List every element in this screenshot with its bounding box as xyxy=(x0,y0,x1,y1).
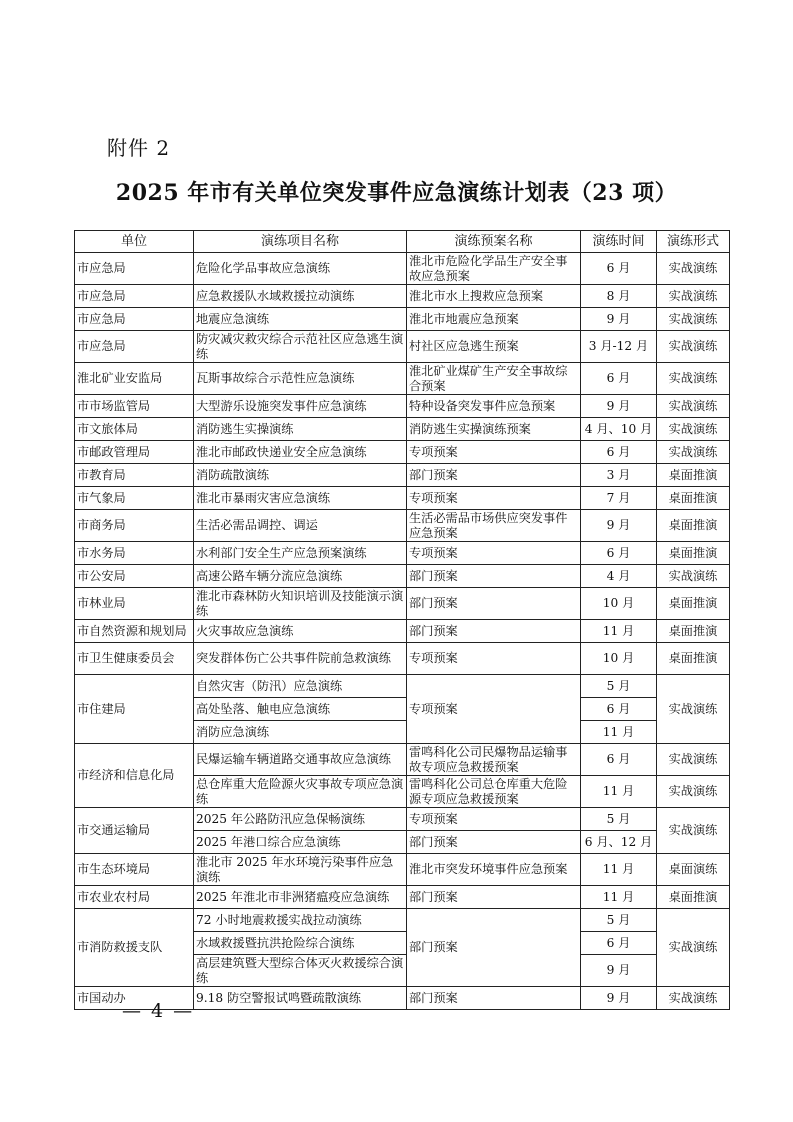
project-cell: 应急救援队水域救援拉动演练 xyxy=(194,285,407,308)
project-cell: 水利部门安全生产应急预案演练 xyxy=(194,542,407,565)
plan-cell: 特种设备突发事件应急预案 xyxy=(407,395,581,418)
header-time: 演练时间 xyxy=(581,231,657,253)
time-cell: 6 月 xyxy=(581,698,657,721)
time-cell: 5 月 xyxy=(581,675,657,698)
time-cell: 6 月 xyxy=(581,542,657,565)
time-cell: 4 月 xyxy=(581,565,657,588)
time-cell: 11 月 xyxy=(581,886,657,909)
plan-cell: 专项预案 xyxy=(407,542,581,565)
table-row xyxy=(75,510,730,542)
header-form: 演练形式 xyxy=(657,231,730,253)
form-cell: 实战演练 xyxy=(657,441,730,464)
table-row xyxy=(75,620,730,643)
table-row xyxy=(75,253,730,285)
table-row xyxy=(75,565,730,588)
table-row xyxy=(75,886,730,909)
table-row xyxy=(75,441,730,464)
project-cell: 大型游乐设施突发事件应急演练 xyxy=(194,395,407,418)
plan-cell: 部门预案 xyxy=(407,987,581,1010)
project-cell: 9.18 防空警报试鸣暨疏散演练 xyxy=(194,987,407,1010)
plan-cell: 淮北矿业煤矿生产安全事故综合预案 xyxy=(407,363,581,395)
time-cell: 5 月 xyxy=(581,909,657,932)
plan-cell: 专项预案 xyxy=(407,487,581,510)
table-row xyxy=(75,418,730,441)
time-cell: 3 月 xyxy=(581,464,657,487)
plan-cell: 消防逃生实操演练预案 xyxy=(407,418,581,441)
project-cell: 瓦斯事故综合示范性应急演练 xyxy=(194,363,407,395)
form-cell: 实战演练 xyxy=(657,987,730,1010)
time-cell: 4 月、10 月 xyxy=(581,418,657,441)
table-row xyxy=(75,643,730,675)
attachment-label: 附件 2 xyxy=(107,136,171,160)
unit-cell: 市农业农村局 xyxy=(75,886,194,909)
time-cell: 6 月 xyxy=(581,932,657,955)
form-cell: 实战演练 xyxy=(657,744,730,776)
unit-cell: 市应急局 xyxy=(75,331,194,363)
time-cell: 10 月 xyxy=(581,588,657,620)
project-cell: 水域救援暨抗洪抢险综合演练 xyxy=(194,932,407,955)
unit-cell: 市自然资源和规划局 xyxy=(75,620,194,643)
table-row xyxy=(75,542,730,565)
time-cell: 6 月 xyxy=(581,441,657,464)
plan-cell: 雷鸣科化公司总仓库重大危险源专项应急救援预案 xyxy=(407,776,581,808)
plan-cell: 部门预案 xyxy=(407,620,581,643)
table-row xyxy=(75,464,730,487)
plan-cell: 部门预案 xyxy=(407,565,581,588)
project-cell: 2025 年港口综合应急演练 xyxy=(194,831,407,854)
header-plan: 演练预案名称 xyxy=(407,231,581,253)
table-body xyxy=(75,253,730,1010)
plan-cell: 淮北市突发环境事件应急预案 xyxy=(407,854,581,886)
time-cell: 11 月 xyxy=(581,776,657,808)
project-cell: 2025 年淮北市非洲猪瘟疫应急演练 xyxy=(194,886,407,909)
time-cell: 9 月 xyxy=(581,308,657,331)
unit-cell: 市水务局 xyxy=(75,542,194,565)
time-cell: 6 月、12 月 xyxy=(581,831,657,854)
unit-cell: 市邮政管理局 xyxy=(75,441,194,464)
form-cell: 桌面推演 xyxy=(657,588,730,620)
plan-cell: 淮北市地震应急预案 xyxy=(407,308,581,331)
form-cell: 实战演练 xyxy=(657,363,730,395)
table-row xyxy=(75,395,730,418)
form-cell: 实战演练 xyxy=(657,395,730,418)
table-row xyxy=(75,675,730,698)
project-cell: 消防逃生实操演练 xyxy=(194,418,407,441)
form-cell: 实战演练 xyxy=(657,331,730,363)
plan-cell: 专项预案 xyxy=(407,808,581,831)
unit-cell: 市消防救援支队 xyxy=(75,909,194,987)
project-cell: 消防应急演练 xyxy=(194,721,407,744)
table-header-row xyxy=(75,231,730,253)
header-project: 演练项目名称 xyxy=(194,231,407,253)
project-cell: 淮北市 2025 年水环境污染事件应急演练 xyxy=(194,854,407,886)
time-cell: 9 月 xyxy=(581,395,657,418)
form-cell: 实战演练 xyxy=(657,675,730,744)
time-cell: 7 月 xyxy=(581,487,657,510)
project-cell: 淮北市暴雨灾害应急演练 xyxy=(194,487,407,510)
drill-plan-table xyxy=(74,230,730,1010)
project-cell: 防灾减灾救灾综合示范社区应急逃生演练 xyxy=(194,331,407,363)
project-cell: 危险化学品事故应急演练 xyxy=(194,253,407,285)
form-cell: 桌面推演 xyxy=(657,510,730,542)
time-cell: 9 月 xyxy=(581,510,657,542)
time-cell: 11 月 xyxy=(581,620,657,643)
plan-cell: 部门预案 xyxy=(407,588,581,620)
plan-cell: 专项预案 xyxy=(407,675,581,744)
time-cell: 3 月-12 月 xyxy=(581,331,657,363)
table-row xyxy=(75,331,730,363)
form-cell: 实战演练 xyxy=(657,565,730,588)
project-cell: 2025 年公路防汛应急保畅演练 xyxy=(194,808,407,831)
table-row xyxy=(75,909,730,932)
table-row xyxy=(75,744,730,776)
plan-cell: 淮北市危险化学品生产安全事故应急预案 xyxy=(407,253,581,285)
project-cell: 高处坠落、触电应急演练 xyxy=(194,698,407,721)
unit-cell: 市交通运输局 xyxy=(75,808,194,854)
time-cell: 6 月 xyxy=(581,744,657,776)
table-row xyxy=(75,363,730,395)
unit-cell: 市应急局 xyxy=(75,285,194,308)
project-cell: 淮北市邮政快递业安全应急演练 xyxy=(194,441,407,464)
unit-cell: 市生态环境局 xyxy=(75,854,194,886)
plan-cell: 部门预案 xyxy=(407,831,581,854)
form-cell: 桌面推演 xyxy=(657,886,730,909)
form-cell: 桌面推演 xyxy=(657,542,730,565)
unit-cell: 市文旅体局 xyxy=(75,418,194,441)
time-cell: 9 月 xyxy=(581,987,657,1010)
time-cell: 11 月 xyxy=(581,854,657,886)
unit-cell: 市应急局 xyxy=(75,308,194,331)
time-cell: 10 月 xyxy=(581,643,657,675)
form-cell: 实战演练 xyxy=(657,776,730,808)
time-cell: 9 月 xyxy=(581,955,657,987)
plan-cell: 部门预案 xyxy=(407,886,581,909)
time-cell: 6 月 xyxy=(581,253,657,285)
unit-cell: 市公安局 xyxy=(75,565,194,588)
form-cell: 桌面推演 xyxy=(657,487,730,510)
form-cell: 实战演练 xyxy=(657,808,730,854)
project-cell: 总仓库重大危险源火灾事故专项应急演练 xyxy=(194,776,407,808)
plan-cell: 村社区应急逃生预案 xyxy=(407,331,581,363)
header-unit: 单位 xyxy=(75,231,194,253)
time-cell: 6 月 xyxy=(581,363,657,395)
page-title: 2025 年市有关单位突发事件应急演练计划表（23 项） xyxy=(115,180,678,206)
unit-cell: 市教育局 xyxy=(75,464,194,487)
table-row xyxy=(75,854,730,886)
project-cell: 地震应急演练 xyxy=(194,308,407,331)
project-cell: 高层建筑暨大型综合体灭火救援综合演练 xyxy=(194,955,407,987)
plan-cell: 部门预案 xyxy=(407,909,581,987)
form-cell: 桌面推演 xyxy=(657,643,730,675)
form-cell: 实战演练 xyxy=(657,285,730,308)
table-row xyxy=(75,588,730,620)
project-cell: 高速公路车辆分流应急演练 xyxy=(194,565,407,588)
project-cell: 火灾事故应急演练 xyxy=(194,620,407,643)
table-row xyxy=(75,308,730,331)
form-cell: 实战演练 xyxy=(657,909,730,987)
plan-cell: 专项预案 xyxy=(407,441,581,464)
plan-cell: 生活必需品市场供应突发事件应急预案 xyxy=(407,510,581,542)
unit-cell: 市市场监管局 xyxy=(75,395,194,418)
project-cell: 72 小时地震救援实战拉动演练 xyxy=(194,909,407,932)
project-cell: 自然灾害（防汛）应急演练 xyxy=(194,675,407,698)
plan-cell: 专项预案 xyxy=(407,643,581,675)
form-cell: 桌面推演 xyxy=(657,620,730,643)
time-cell: 11 月 xyxy=(581,721,657,744)
unit-cell: 市应急局 xyxy=(75,253,194,285)
unit-cell: 市商务局 xyxy=(75,510,194,542)
page-number: — 4 — xyxy=(122,1000,195,1022)
unit-cell: 淮北矿业安监局 xyxy=(75,363,194,395)
project-cell: 民爆运输车辆道路交通事故应急演练 xyxy=(194,744,407,776)
form-cell: 桌面演练 xyxy=(657,854,730,886)
form-cell: 实战演练 xyxy=(657,253,730,285)
form-cell: 实战演练 xyxy=(657,308,730,331)
unit-cell: 市气象局 xyxy=(75,487,194,510)
project-cell: 消防疏散演练 xyxy=(194,464,407,487)
plan-cell: 部门预案 xyxy=(407,464,581,487)
unit-cell: 市经济和信息化局 xyxy=(75,744,194,808)
project-cell: 生活必需品调控、调运 xyxy=(194,510,407,542)
form-cell: 实战演练 xyxy=(657,418,730,441)
form-cell: 桌面推演 xyxy=(657,464,730,487)
project-cell: 突发群体伤亡公共事件院前急救演练 xyxy=(194,643,407,675)
table-row xyxy=(75,487,730,510)
unit-cell: 市国动办 xyxy=(75,987,194,1010)
table-row xyxy=(75,285,730,308)
unit-cell: 市住建局 xyxy=(75,675,194,744)
unit-cell: 市卫生健康委员会 xyxy=(75,643,194,675)
unit-cell: 市林业局 xyxy=(75,588,194,620)
time-cell: 5 月 xyxy=(581,808,657,831)
table-row xyxy=(75,808,730,831)
plan-cell: 雷鸣科化公司民爆物品运输事故专项应急救援预案 xyxy=(407,744,581,776)
project-cell: 淮北市森林防火知识培训及技能演示演练 xyxy=(194,588,407,620)
plan-cell: 淮北市水上搜救应急预案 xyxy=(407,285,581,308)
time-cell: 8 月 xyxy=(581,285,657,308)
